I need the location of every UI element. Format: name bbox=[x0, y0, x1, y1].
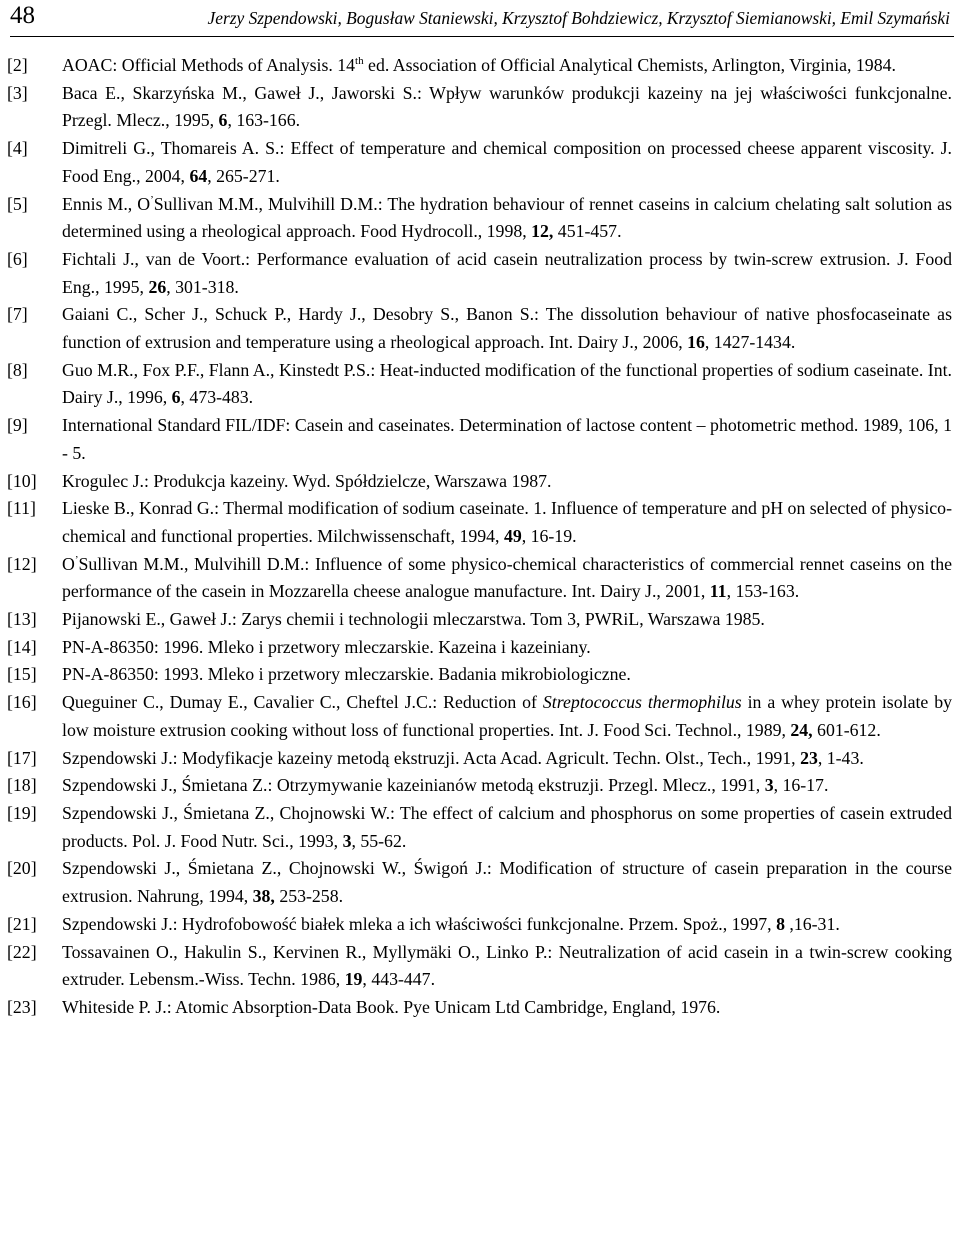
reference-segment: Szpendowski J., Śmietana Z.: Otrzymywanie kazeinianów metodą ekstruzji. Przegl. Mlecz., 1991, bbox=[62, 775, 765, 796]
reference-segment: Szpendowski J., Śmietana Z., Chojnowski W.: The effect of calcium and phosphorus on some properties of casein extruded products. Pol. J. Food Nutr. Sci., 1993, bbox=[62, 802, 952, 851]
reference-text bbox=[62, 495, 952, 550]
reference-segment: , 1-43. bbox=[817, 747, 864, 768]
reference-text bbox=[62, 994, 952, 1022]
reference-entry bbox=[0, 52, 960, 80]
reference-entry bbox=[0, 468, 960, 496]
running-head-authors: Jerzy Szpendowski, Bogusław Staniewski, Krzysztof Bohdziewicz, Krzysztof Siemianowski, Emil Szymański bbox=[207, 8, 950, 28]
reference-segment: O bbox=[62, 553, 75, 574]
reference-segment: Fichtali J., van de Voort.: Performance evaluation of acid casein neutralization process by twin-screw extrusion. J. Food Eng., 1995, bbox=[62, 248, 952, 297]
volume-number: 3 bbox=[342, 830, 352, 851]
reference-segment: Szpendowski J., Śmietana Z., Chojnowski W., Świgoń J.: Modification of structure of casein preparation in the course extrusion. Nahrung, 1994, bbox=[62, 858, 952, 907]
reference-text bbox=[62, 551, 952, 606]
reference-segment: , 153-163. bbox=[726, 581, 800, 602]
reference-text bbox=[62, 468, 952, 496]
reference-text bbox=[62, 135, 952, 190]
volume-number: 16 bbox=[687, 332, 705, 353]
volume-number: 26 bbox=[148, 276, 167, 297]
reference-text bbox=[62, 634, 952, 662]
volume-number: 8 bbox=[776, 913, 785, 934]
reference-segment: , 16-19. bbox=[521, 525, 577, 546]
reference-entry bbox=[0, 301, 960, 356]
reference-segment: 601-612. bbox=[812, 719, 881, 740]
reference-number: [16] bbox=[7, 692, 37, 713]
reference-segment: , 55-62. bbox=[351, 830, 407, 851]
reference-number: [21] bbox=[7, 913, 37, 934]
reference-segment: 253-258. bbox=[274, 886, 344, 907]
reference-text bbox=[62, 661, 952, 689]
reference-text bbox=[62, 412, 952, 467]
volume-number: 24, bbox=[790, 719, 813, 740]
reference-entry bbox=[0, 191, 960, 246]
reference-number: [4] bbox=[7, 138, 28, 159]
reference-segment: AOAC: Official Methods of Analysis. 14 bbox=[62, 55, 356, 75]
reference-segment: Szpendowski J.: Hydrofobowość białek mleka a ich właściwości funkcjonalne. Przem. Spoż., 1997, bbox=[62, 913, 777, 934]
reference-text bbox=[62, 357, 952, 412]
reference-segment: Gaiani C., Scher J., Schuck P., Hardy J., Desobry S., Banon S.: The dissolution behaviour of native phosfocaseinate as function of extrusion and temperature using a rheological approach. Int. Dairy J., 2006, bbox=[62, 304, 952, 353]
reference-text bbox=[62, 52, 952, 80]
reference-text bbox=[62, 301, 952, 356]
reference-segment: PN-A-86350: 1996. Mleko i przetwory mleczarskie. Kazeina i kazeiniany. bbox=[62, 636, 591, 657]
reference-number: [6] bbox=[7, 248, 28, 269]
reference-entry bbox=[0, 495, 960, 550]
reference-number: [23] bbox=[7, 996, 37, 1017]
reference-text bbox=[62, 80, 952, 135]
reference-text bbox=[62, 606, 952, 634]
reference-entry bbox=[0, 800, 960, 855]
reference-segment: Ennis M., O bbox=[62, 193, 151, 214]
reference-text bbox=[62, 800, 952, 855]
reference-segment: ’ bbox=[150, 193, 154, 206]
reference-entry bbox=[0, 135, 960, 190]
reference-segment: , 163-166. bbox=[227, 110, 301, 131]
page-number: 48 bbox=[10, 2, 35, 29]
reference-segment: Krogulec J.: Produkcja kazeiny. Wyd. Spółdzielcze, Warszawa 1987. bbox=[62, 470, 552, 491]
reference-number: [12] bbox=[7, 553, 37, 574]
reference-entry bbox=[0, 745, 960, 773]
volume-number: 6 bbox=[171, 387, 181, 408]
reference-text bbox=[62, 911, 952, 939]
reference-number: [15] bbox=[7, 664, 37, 685]
reference-segment: ’ bbox=[74, 553, 79, 566]
reference-segment: Lieske B., Konrad G.: Thermal modification of sodium caseinate. 1. Influence of temperature and pH on selected of physico-chemical and functional properties. Milchwissenschaft, 1994, bbox=[62, 498, 952, 546]
reference-segment: , 265-271. bbox=[207, 165, 280, 186]
reference-number: [19] bbox=[7, 802, 37, 823]
volume-number: 6 bbox=[218, 110, 228, 131]
reference-segment: Tossavainen O., Hakulin S., Kervinen R., Myllymäki O., Linko P.: Neutralization of acid casein in a twin-screw cooking extruder. Lebensm.-Wiss. Techn. 1986, bbox=[62, 941, 952, 990]
reference-entry bbox=[0, 412, 960, 467]
reference-number: [10] bbox=[7, 470, 37, 491]
reference-segment: , 16-17. bbox=[773, 775, 829, 796]
reference-entry bbox=[0, 855, 960, 910]
reference-segment: Baca E., Skarzyńska M., Gaweł J., Jaworski S.: Wpływ warunków produkcji kazeiny na jej właściwości funkcjonalne. Przegl. Mlecz., 1995, bbox=[62, 82, 952, 131]
species-name: Streptococcus thermophilus bbox=[542, 692, 742, 713]
reference-number: [5] bbox=[7, 193, 28, 214]
volume-number: 49 bbox=[503, 525, 522, 546]
volume-number: 64 bbox=[189, 165, 208, 186]
reference-entry bbox=[0, 606, 960, 634]
page-header bbox=[10, 0, 954, 37]
reference-text bbox=[62, 939, 952, 994]
volume-number: 3 bbox=[764, 775, 774, 796]
reference-segment: Dimitreli G., Thomareis A. S.: Effect of temperature and chemical composition on processed cheese apparent viscosity. J. Food Eng., 2004, bbox=[62, 138, 952, 186]
reference-segment: Szpendowski J.: Modyfikacje kazeiny metodą ekstruzji. Acta Acad. Agricult. Techn. Olst., Tech., 1991, bbox=[62, 747, 801, 768]
reference-segment: International Standard FIL/IDF: Casein and caseinates. Determination of lactose content – photometric method. 1989, 106, 1 - 5. bbox=[62, 415, 952, 463]
reference-entry bbox=[0, 661, 960, 689]
reference-segment: , 473-483. bbox=[180, 387, 254, 408]
reference-entry bbox=[0, 689, 960, 744]
volume-number: 23 bbox=[800, 747, 818, 768]
reference-entry bbox=[0, 551, 960, 606]
reference-entry bbox=[0, 246, 960, 301]
reference-text bbox=[62, 246, 952, 301]
reference-number: [3] bbox=[7, 82, 28, 103]
reference-text bbox=[62, 745, 952, 773]
reference-number: [7] bbox=[7, 304, 28, 325]
reference-segment: ,16-31. bbox=[784, 913, 840, 934]
reference-number: [14] bbox=[7, 636, 37, 657]
volume-number: 11 bbox=[709, 581, 727, 602]
reference-entry bbox=[0, 357, 960, 412]
reference-number: [8] bbox=[7, 359, 28, 380]
reference-entry bbox=[0, 634, 960, 662]
reference-segment: Pijanowski E., Gaweł J.: Zarys chemii i technologii mleczarstwa. Tom 3, PWRiL, Warszawa 1985. bbox=[62, 609, 765, 630]
reference-segment: in a whey protein isolate by low moisture extrusion cooking without loss of functional properties. Int. J. Food Sci. Technol., 1989, bbox=[62, 692, 952, 740]
volume-number: 38, bbox=[252, 886, 275, 907]
reference-segment: , 301-318. bbox=[166, 276, 239, 297]
reference-segment: Sullivan M.M., Mulvihill D.M.: The hydration behaviour of rennet caseins in calcium chelating salt solution as determined using a rheological approach. Food Hydrocoll., 1998, bbox=[62, 193, 952, 242]
reference-number: [13] bbox=[7, 609, 37, 630]
reference-number: [20] bbox=[7, 858, 37, 879]
reference-text bbox=[62, 191, 952, 246]
volume-number: 19 bbox=[344, 969, 363, 990]
reference-entry bbox=[0, 911, 960, 939]
reference-entry bbox=[0, 80, 960, 135]
reference-number: [2] bbox=[7, 55, 28, 75]
reference-segment: Queguiner C., Dumay E., Cavalier C., Cheftel J.C.: Reduction of bbox=[62, 692, 543, 713]
reference-number: [18] bbox=[7, 775, 37, 796]
volume-number: 12, bbox=[531, 221, 554, 242]
reference-text bbox=[62, 689, 952, 744]
reference-text bbox=[62, 855, 952, 910]
reference-entry bbox=[0, 939, 960, 994]
reference-number: [22] bbox=[7, 941, 37, 962]
reference-list bbox=[0, 52, 960, 1022]
reference-segment: PN-A-86350: 1993. Mleko i przetwory mleczarskie. Badania mikrobiologiczne. bbox=[62, 664, 631, 685]
reference-segment: , 1427-1434. bbox=[704, 332, 796, 353]
reference-entry bbox=[0, 994, 960, 1022]
reference-entry bbox=[0, 772, 960, 800]
reference-segment: Sullivan M.M., Mulvihill D.M.: Influence of some physico-chemical characteristics of commercial rennet caseins on the performance of the casein in Mozzarella cheese analogue manufacture. Int. Dairy J., 2001, bbox=[62, 553, 952, 602]
reference-number: [17] bbox=[7, 747, 37, 768]
reference-segment: ed. Association of Official Analytical Chemists, Arlington, Virginia, 1984. bbox=[363, 55, 896, 75]
reference-segment: Whiteside P. J.: Atomic Absorption-Data Book. Pye Unicam Ltd Cambridge, England, 1976. bbox=[62, 996, 721, 1017]
reference-segment: , 443-447. bbox=[362, 969, 436, 990]
reference-text bbox=[62, 772, 952, 800]
reference-number: [11] bbox=[7, 498, 36, 519]
reference-segment: th bbox=[355, 55, 364, 67]
reference-segment: Guo M.R., Fox P.F., Flann A., Kinstedt P.S.: Heat-inducted modification of the functional properties of sodium caseinate. Int. Dairy J., 1996, bbox=[62, 359, 952, 408]
reference-number: [9] bbox=[7, 415, 28, 436]
reference-segment: 451-457. bbox=[553, 221, 622, 242]
